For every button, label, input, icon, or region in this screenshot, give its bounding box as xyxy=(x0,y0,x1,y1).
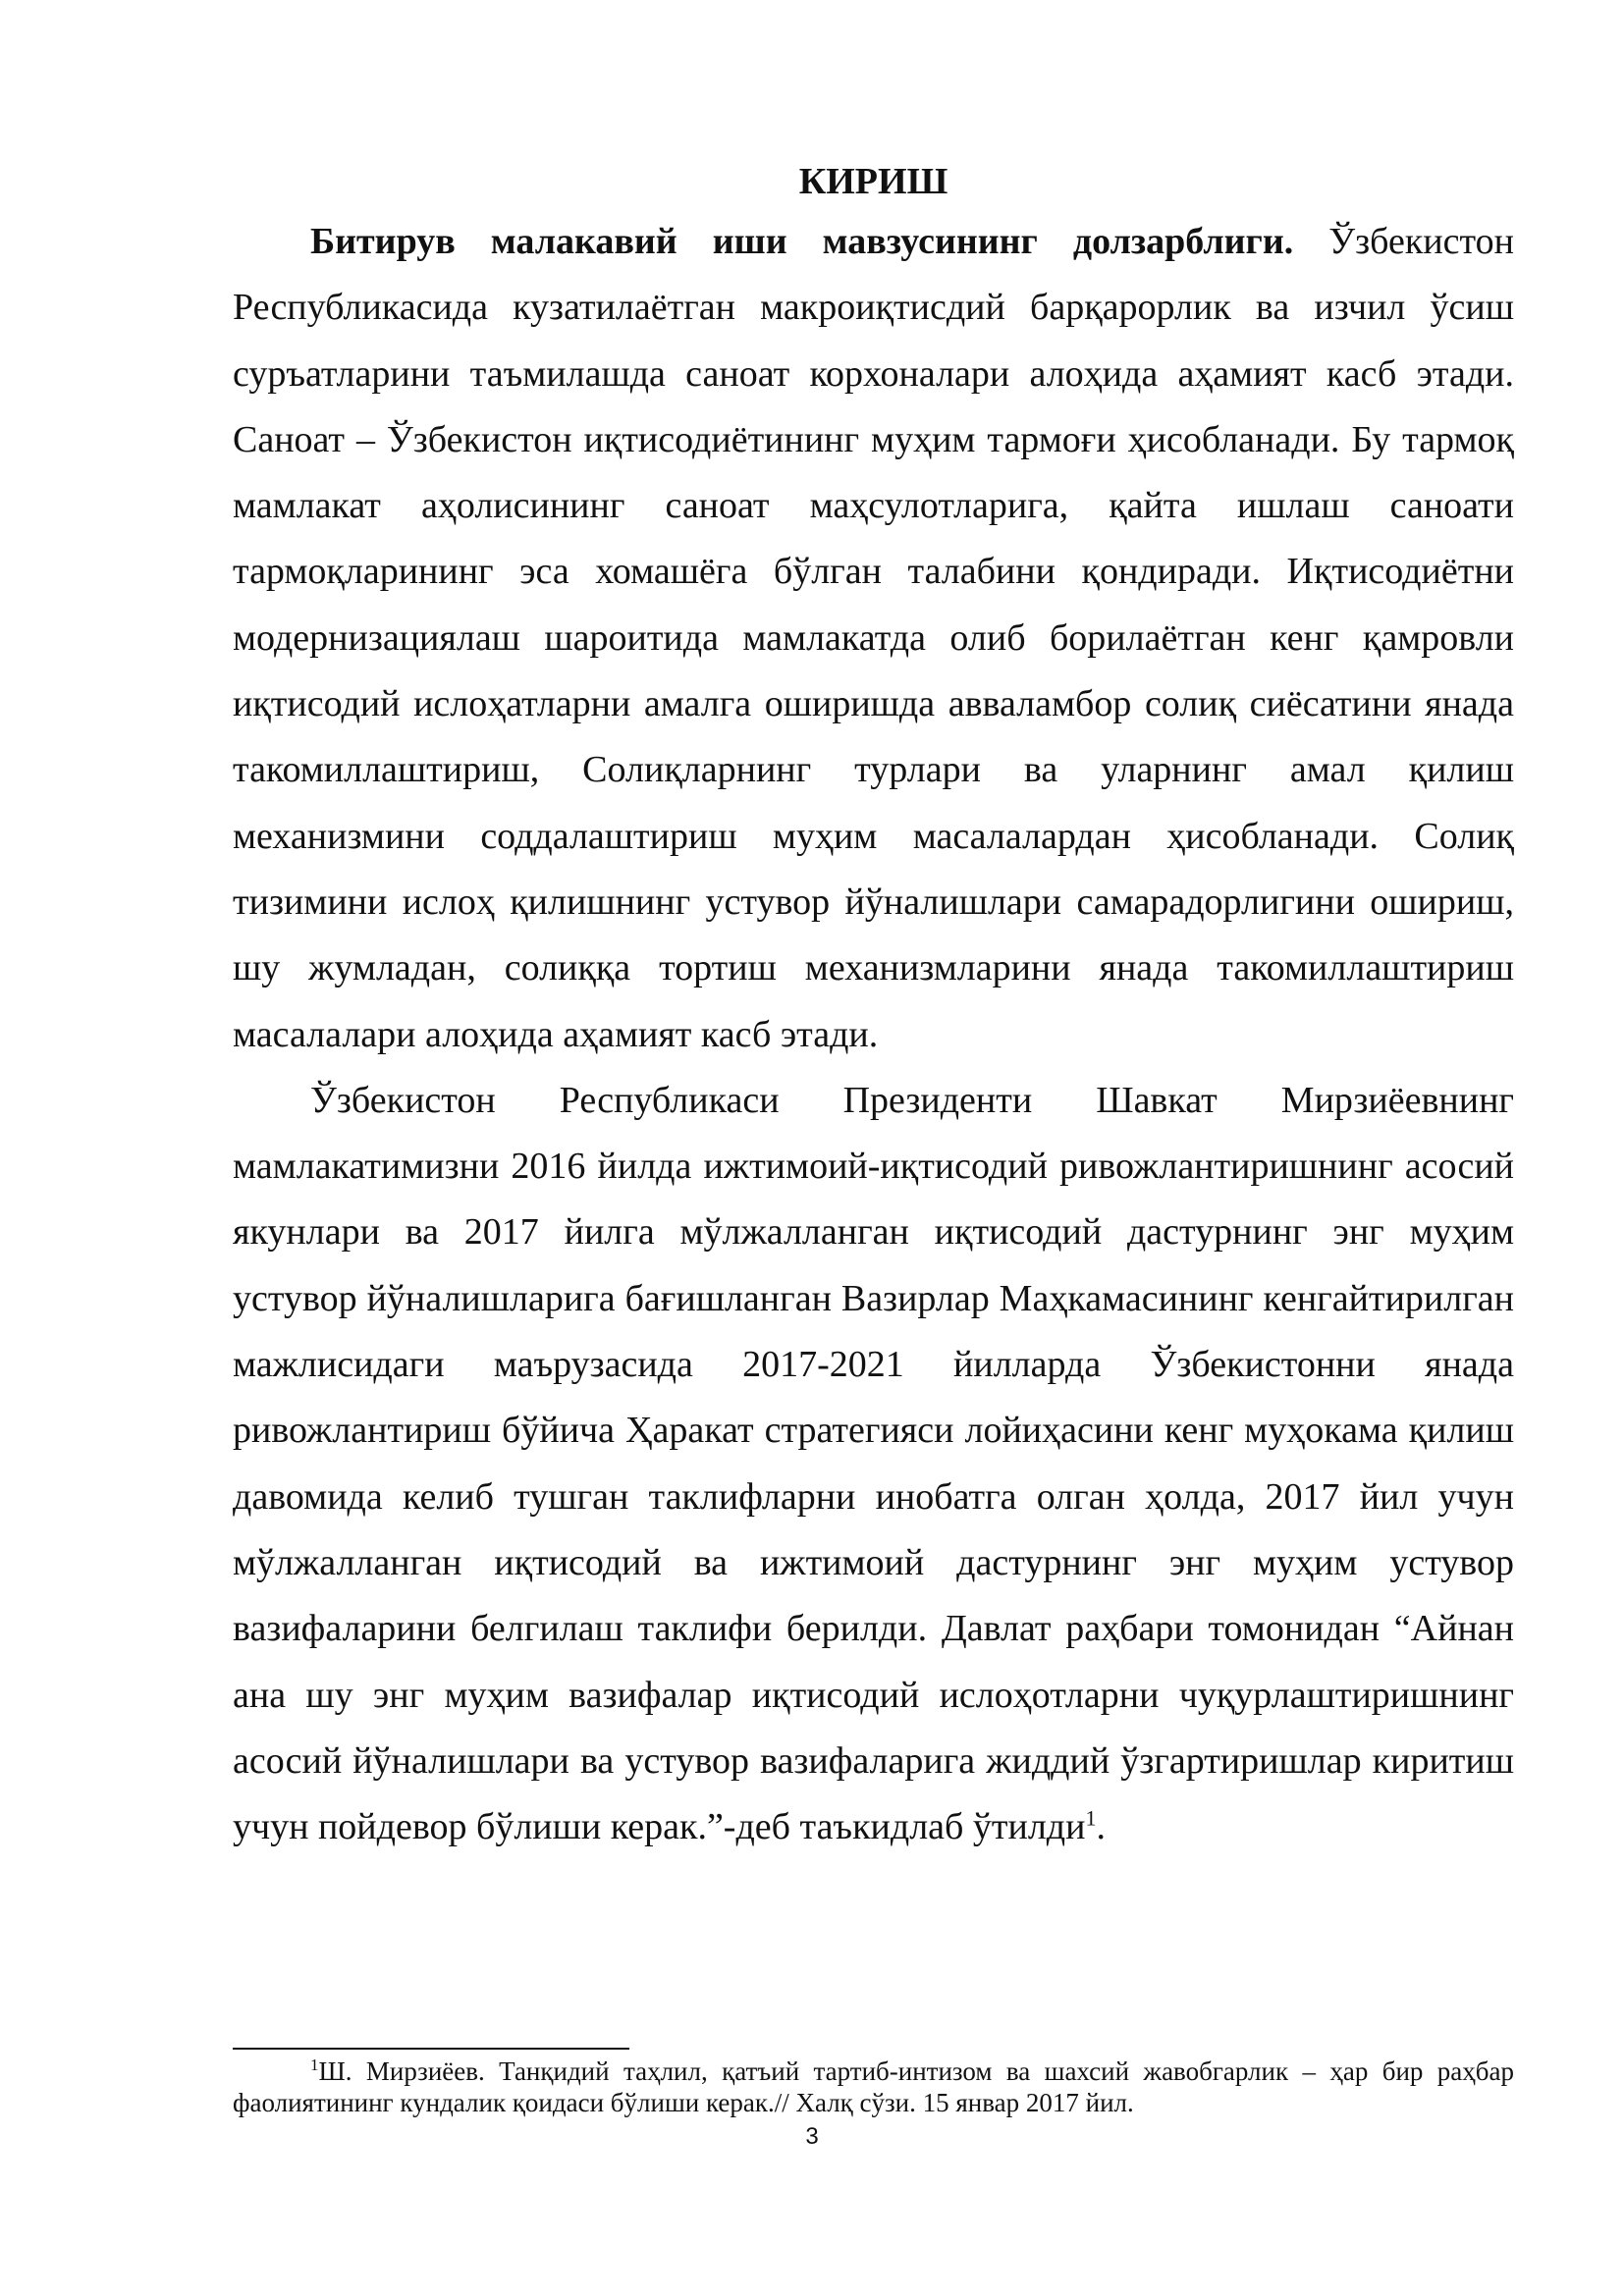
footnote-reference: 1 xyxy=(1085,1805,1097,1831)
footnote-marker: 1 xyxy=(310,2056,319,2074)
paragraph-2 xyxy=(233,1068,1514,1861)
page-number: 3 xyxy=(805,2123,819,2150)
footnote-text: Ш. Мирзиёев. Танқидий таҳлил, қатъий тартиб-интизом ва шахсий жавобгарлик – ҳар бир раҳбар фаолиятининг кундалик қоидаси бўлиши керак.// Халқ сўзи. 15 январ 2017 йил. xyxy=(233,2056,1514,2117)
paragraph-2-end: . xyxy=(1096,1806,1106,1848)
paragraph-2-text: Ўзбекистон Республикаси Президенти Шавкат Мирзиёевнинг мамлакатимизни 2016 йилда ижтимоий-иқтисодий ривожлантиришнинг асосий якунлари ва 2017 йилга мўлжалланган иқтисодий дастурнинг энг муҳим устувор йўналишларига бағишланган Вазирлар Маҳкамасининг кенгайтирилган мажлисидаги маърузасида 2017-2021 йилларда Ўзбекистонни янада ривожлантириш бўйича Ҳаракат стратегияси лойиҳасини кенг муҳокама қилиш давомида келиб тушган таклифларни инобатга олган ҳолда, 2017 йил учун мўлжалланган иқтисодий ва ижтимоий дастурнинг энг муҳим устувор вазифаларини белгилаш таклифи берилди. Давлат раҳбари томонидан “Айнан ана шу энг муҳим вазифалар иқтисодий ислоҳотларни чуқурлаштиришнинг асосий йўналишлари ва устувор вазифаларига жиддий ўзгартиришлар киритиш учун пойдевор бўлиши керак.”-деб таъкидлаб ўтилди xyxy=(233,1079,1514,1848)
footnote xyxy=(233,2056,1514,2118)
footnote-divider xyxy=(233,2048,629,2050)
paragraph-1-lead: Битирув малакавий иши мавзусининг долзарблиги. xyxy=(310,221,1294,262)
paragraph-1-text: Ўзбекистон Республикасида кузатилаётган макроиқтисдий барқарорлик ва изчил ўсиш суръатларини таъмилашда саноат корхоналари алоҳида аҳамият касб этади. Саноат – Ўзбекистон иқтисодиётининг муҳим тармоғи ҳисобланади. Бу тармоқ мамлакат аҳолисининг саноат маҳсулотларига, қайта ишлаш саноати тармоқларининг эса хомашёга бўлган талабини қондиради. Иқтисодиётни модернизациялаш шароитида мамлакатда олиб борилаётган кенг қамровли иқтисодий ислоҳатларни амалга оширишда авваламбор солиқ сиёсатини янада такомиллаштириш, Солиқларнинг турлари ва уларнинг амал қилиш механизмини соддалаштириш муҳим масалалардан ҳисобланади. Солиқ тизимини ислоҳ қилишнинг устувор йўналишлари самарадорлигини ошириш, шу жумладан, солиққа тортиш механизмларини янада такомиллаштириш масалалари алоҳида аҳамият касб этади. xyxy=(233,221,1514,1055)
body-text xyxy=(233,209,1514,1860)
page-title: КИРИШ xyxy=(798,161,948,202)
paragraph-1 xyxy=(233,209,1514,1068)
